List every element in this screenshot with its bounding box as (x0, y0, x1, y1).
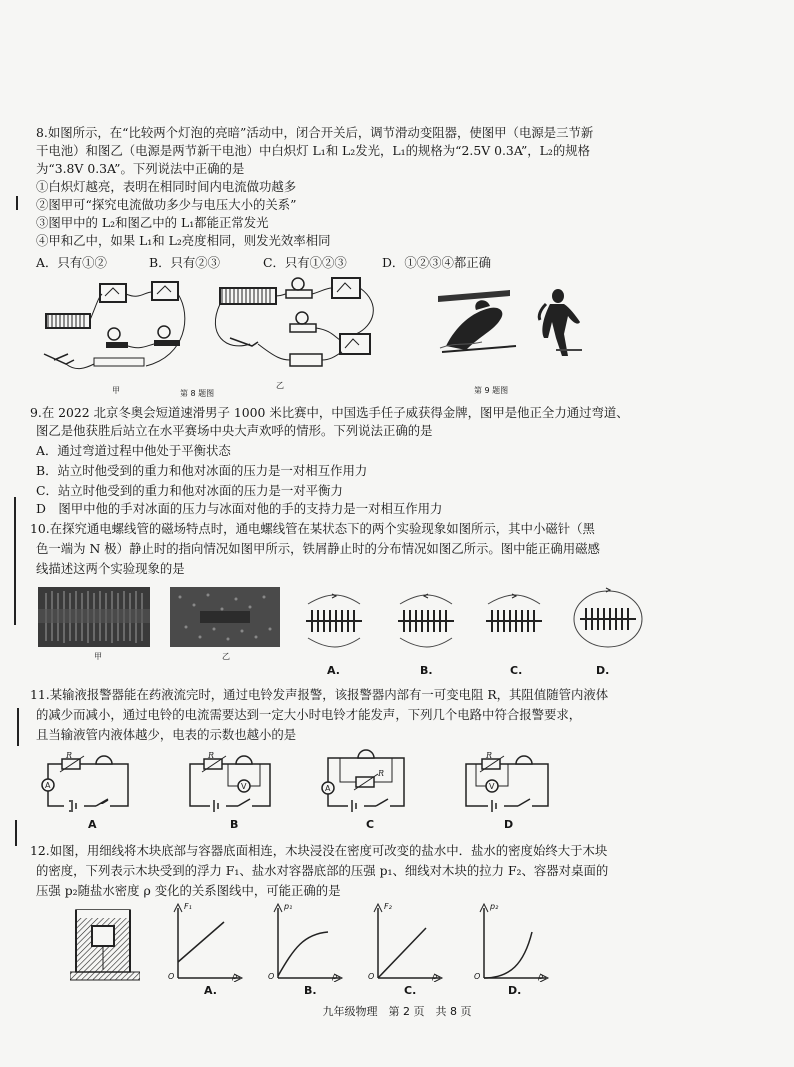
q12-graph-c (364, 902, 444, 982)
q12-graph-d-xlabel: ρ (538, 972, 544, 981)
q12-option-d-label: D. (508, 984, 522, 997)
q8-statement: ①白炽灯越亮，表明在相同时间内电流做功越多 (36, 179, 297, 194)
fig8-label-yi: 乙 (276, 381, 284, 390)
fig10-label-yi: 乙 (222, 652, 230, 661)
q8-stem-line: 干电池）和图乙（电源是两节新干电池）中白炽灯 L₁和 L₂发光，L₁的规格为“2.5V 0.3A”，L₂的规格 (36, 143, 591, 158)
q12-graph-c-xlabel: ρ (432, 972, 438, 981)
fig9-caption: 第 9 题图 (474, 386, 509, 395)
q11-option-d-label: D (504, 818, 514, 831)
fig8-circuit-jia (36, 276, 196, 386)
svg-text:R: R (208, 752, 215, 760)
q12-graph-d-ylabel: p₂ (490, 902, 499, 911)
q11-circuit-c (318, 748, 414, 814)
q8-statement: ③图甲中的 L₂和图乙中的 L₁都能正常发光 (36, 215, 269, 230)
fig10-photo-yi (170, 587, 280, 647)
svg-text:R: R (66, 752, 73, 760)
margin-mark (17, 708, 19, 746)
q12-graph-b-origin: O (268, 972, 275, 981)
q9-option-b: B．站立时他受到的重力和他对冰面的压力是一对相互作用力 (36, 463, 368, 478)
q8-stem-line: 为“3.8V 0.3A”。下列说法中正确的是 (36, 161, 245, 176)
q12-graph-a (164, 902, 244, 982)
q8-option-b: B．只有②③ (149, 255, 221, 270)
svg-text:A: A (325, 784, 331, 793)
q11-circuit-b (186, 752, 282, 814)
q12-stem-line: 的密度，下列表示木块受到的浮力 F₁、盐水对容器底部的压强 p₁、细线对木块的拉力 F₂、容器对桌面的 (36, 863, 609, 878)
q12-graph-b-ylabel: p₁ (284, 902, 293, 911)
q11-option-c-label: C (366, 818, 375, 831)
q12-option-c-label: C. (404, 984, 417, 997)
svg-text:V: V (241, 782, 247, 791)
page-footer: 九年级物理 第 2 页 共 8 页 (322, 1005, 472, 1018)
fig10-label-jia: 甲 (94, 652, 102, 661)
svg-text:A: A (45, 781, 51, 790)
fig8-label-jia: 甲 (112, 386, 120, 395)
q12-stem-line: 压强 p₂随盐水密度 ρ 变化的关系图线中，可能正确的是 (36, 883, 341, 898)
fig10-option-d-diagram (570, 586, 646, 650)
q8-option-c: C．只有①②③ (263, 255, 347, 270)
q12-graph-d (470, 902, 550, 982)
fig10-photo-jia (38, 587, 150, 647)
q11-circuit-a (40, 752, 136, 814)
q8-statement: ②图甲可“探究电流做功多少与电压大小的关系” (36, 197, 297, 212)
q11-stem-line: 的减少而减小，通过电铃的电流需要达到一定大小时电铃才能发声，下列几个电路中符合报警要求， (36, 707, 582, 722)
fig8-circuit-yi (206, 274, 386, 384)
q10-stem-line: 色一端为 N 极）静止时的指向情况如图甲所示，铁屑静止时的分布情况如图乙所示。图中能正确用磁感 (36, 541, 600, 556)
fig10-option-c-label: C. (510, 664, 523, 677)
q12-graph-b-xlabel: ρ (332, 972, 338, 981)
q8-stem-line: 8.如图所示，在“比较两个灯泡的亮暗”活动中，闭合开关后，调节滑动变阻器，使图甲（电源是三节新 (36, 125, 594, 140)
fig10-option-b-diagram (390, 590, 462, 650)
svg-text:R: R (378, 769, 385, 778)
q12-stem-line: 12.如图，用细线将木块底部与容器底面相连，木块浸没在密度可改变的盐水中．盐水的密度始终大于木块 (30, 843, 608, 858)
q8-option-a: A．只有①② (36, 255, 107, 270)
fig9-skater-photos (436, 286, 586, 360)
q9-option-a: A．通过弯道过程中他处于平衡状态 (36, 443, 231, 458)
q12-graph-d-origin: O (474, 972, 481, 981)
q10-stem-line: 线描述这两个实验现象的是 (36, 561, 185, 576)
q9-stem-line: 9.在 2022 北京冬奥会短道速滑男子 1000 米比赛中，中国选手任子威获得金牌，图甲是他正全力通过弯道、 (30, 405, 629, 420)
margin-mark (15, 820, 17, 846)
fig10-option-a-diagram (298, 590, 370, 650)
margin-mark (14, 497, 16, 625)
q8-option-d: D．①②③④都正确 (382, 255, 492, 270)
q12-graph-a-ylabel: F₁ (184, 902, 192, 911)
q9-option-d: D 图甲中他的手对冰面的压力与冰面对他的手的支持力是一对相互作用力 (36, 501, 443, 516)
svg-text:V: V (489, 782, 495, 791)
q11-circuit-d (462, 752, 558, 814)
q12-graph-a-origin: O (168, 972, 175, 981)
q9-stem-line: 图乙是他获胜后站立在水平赛场中央大声欢呼的情形。下列说法正确的是 (36, 423, 433, 438)
q12-container-diagram (70, 906, 140, 982)
q12-graph-a-xlabel: ρ (232, 972, 238, 981)
q11-stem-line: 11.某输液报警器能在药液流完时，通过电铃发声报警，该报警器内部有一可变电阻 R，其阻值随管内液体 (30, 687, 609, 702)
q9-option-c: C．站立时他受到的重力和他对冰面的压力是一对平衡力 (36, 483, 343, 498)
q12-graph-c-origin: O (368, 972, 375, 981)
margin-mark (16, 196, 18, 210)
svg-text:R: R (486, 752, 493, 760)
q12-option-a-label: A. (204, 984, 217, 997)
fig10-option-c-diagram (478, 590, 550, 650)
q12-graph-b (264, 902, 344, 982)
fig10-option-d-label: D. (596, 664, 610, 677)
fig10-option-b-label: B. (420, 664, 433, 677)
q12-graph-c-ylabel: F₂ (384, 902, 392, 911)
fig8-caption: 第 8 题图 (180, 389, 215, 398)
fig10-option-a-label: A. (327, 664, 340, 677)
q10-stem-line: 10.在探究通电螺线管的磁场特点时，通电螺线管在某状态下的两个实验现象如图所示，其中小磁针（黑 (30, 521, 595, 536)
q11-option-a-label: A (88, 818, 97, 831)
q12-option-b-label: B. (304, 984, 317, 997)
q11-stem-line: 且当输液管内液体越少，电表的示数也越小的是 (36, 727, 297, 742)
q8-statement: ④甲和乙中，如果 L₁和 L₂亮度相同，则发光效率相同 (36, 233, 331, 248)
q11-option-b-label: B (230, 818, 239, 831)
